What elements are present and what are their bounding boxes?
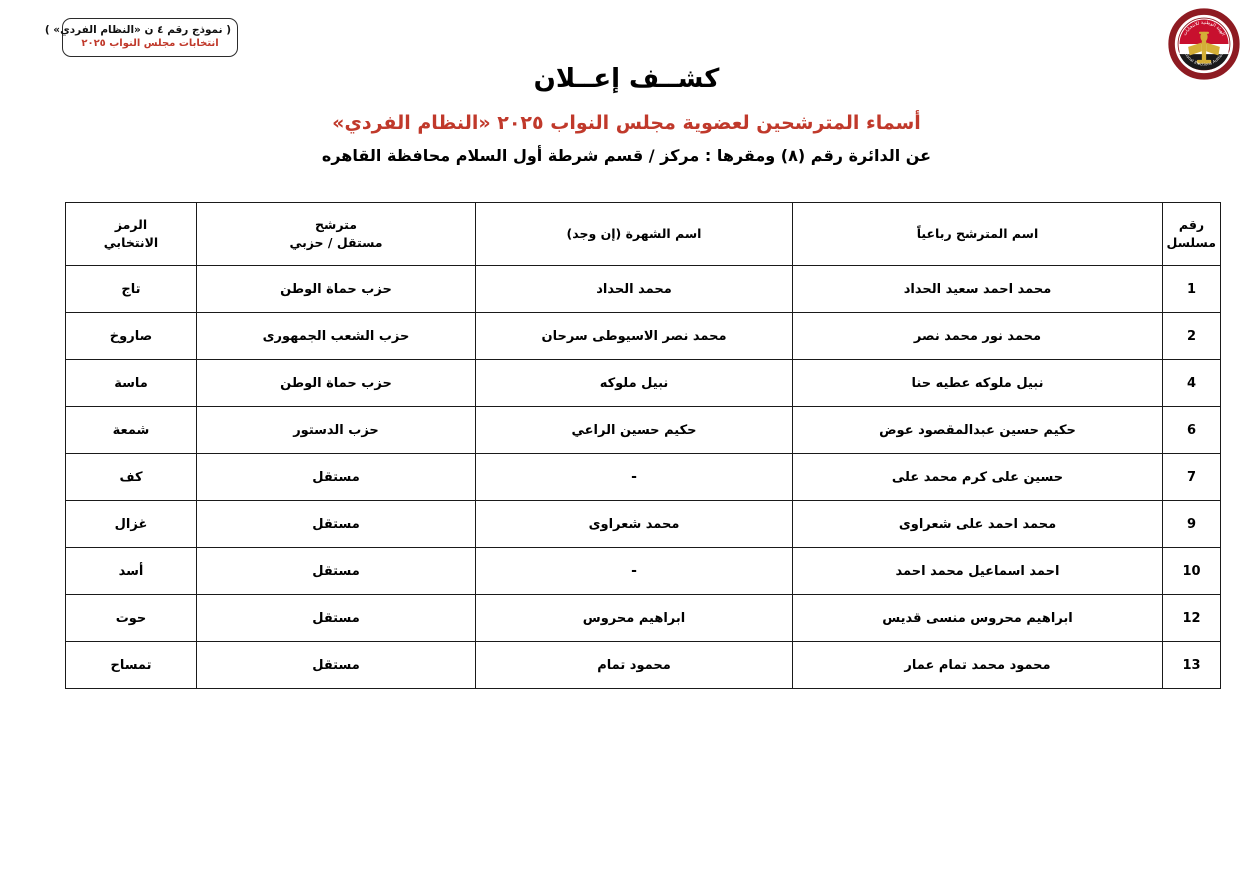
cell-party: مستقل xyxy=(197,595,476,642)
cell-serial: 2 xyxy=(1163,313,1221,360)
table-row xyxy=(66,454,1221,501)
column-header-serial-line2: مسلسل xyxy=(1166,235,1216,250)
form-type-line1: ( نموذج رقم ٤ ن «النظام الفردي» ) xyxy=(44,24,231,36)
column-header-symbol-line2: الانتخابي xyxy=(103,235,159,250)
cell-alias: - xyxy=(476,548,793,595)
candidates-table-container xyxy=(66,202,1221,689)
cell-alias: محمد نصر الاسيوطى سرحان xyxy=(476,313,793,360)
cell-candidate-name: احمد اسماعيل محمد احمد xyxy=(793,548,1163,595)
cell-serial: 6 xyxy=(1163,407,1221,454)
cell-symbol: كف xyxy=(66,454,197,501)
form-type-line2: انتخابات مجلس النواب ٢٠٢٥ xyxy=(81,38,219,50)
cell-party: مستقل xyxy=(197,548,476,595)
cell-party: مستقل xyxy=(197,642,476,689)
cell-serial: 7 xyxy=(1163,454,1221,501)
svg-text:الهيئة الوطنية للانتخابات: الهيئة الوطنية للانتخابات xyxy=(1182,20,1226,37)
candidates-table xyxy=(65,202,1221,689)
cell-candidate-name: محمود محمد تمام عمار xyxy=(793,642,1163,689)
cell-party: مستقل xyxy=(197,454,476,501)
column-header-party xyxy=(197,203,476,266)
table-header-row xyxy=(66,203,1221,266)
page-title: كشــف إعــلان xyxy=(533,64,720,94)
cell-alias: حكيم حسين الراعي xyxy=(476,407,793,454)
cell-candidate-name: محمد احمد سعيد الحداد xyxy=(793,266,1163,313)
cell-alias: محمد شعراوى xyxy=(476,501,793,548)
table-row xyxy=(66,548,1221,595)
svg-text:National Elections Authority: National Elections Authority xyxy=(1181,47,1227,67)
column-header-party-line1: مترشح xyxy=(315,216,357,232)
column-header-symbol xyxy=(66,203,197,266)
column-header-symbol-line1: الرمز xyxy=(114,216,148,232)
table-row xyxy=(66,407,1221,454)
document-heading-block xyxy=(0,64,1253,165)
cell-symbol: غزال xyxy=(66,501,197,548)
cell-candidate-name: حسين على كرم محمد على xyxy=(793,454,1163,501)
column-header-serial-line1: رقم xyxy=(1178,216,1205,232)
cell-candidate-name: ابراهيم محروس منسى قديس xyxy=(793,595,1163,642)
cell-serial: 4 xyxy=(1163,360,1221,407)
table-row xyxy=(66,266,1221,313)
cell-serial: 13 xyxy=(1163,642,1221,689)
cell-party: حزب الدستور xyxy=(197,407,476,454)
page-subtitle: أسماء المترشحين لعضوية مجلس النواب ٢٠٢٥ «النظام الفردي» xyxy=(332,112,921,134)
cell-serial: 10 xyxy=(1163,548,1221,595)
cell-symbol: تمساح xyxy=(66,642,197,689)
table-row xyxy=(66,642,1221,689)
cell-symbol: أسد xyxy=(66,548,197,595)
cell-candidate-name: محمد احمد على شعراوى xyxy=(793,501,1163,548)
table-row xyxy=(66,313,1221,360)
table-row xyxy=(66,595,1221,642)
cell-alias: نبيل ملوكه xyxy=(476,360,793,407)
cell-alias: محمود تمام xyxy=(476,642,793,689)
column-header-party-line2: مستقل / حزبي xyxy=(289,235,383,250)
cell-symbol: ماسة xyxy=(66,360,197,407)
cell-symbol: شمعة xyxy=(66,407,197,454)
column-header-alias: اسم الشهرة (إن وجد) xyxy=(476,203,793,266)
cell-party: حزب حماة الوطن xyxy=(197,360,476,407)
cell-alias: - xyxy=(476,454,793,501)
cell-symbol: تاج xyxy=(66,266,197,313)
district-line: عن الدائرة رقم (٨) ومقرها : مركز / قسم شرطة أول السلام محافظة القاهره xyxy=(321,146,932,165)
cell-party: حزب الشعب الجمهورى xyxy=(197,313,476,360)
cell-candidate-name: محمد نور محمد نصر xyxy=(793,313,1163,360)
column-header-serial xyxy=(1163,203,1221,266)
table-row xyxy=(66,360,1221,407)
table-header xyxy=(66,203,1221,266)
cell-serial: 12 xyxy=(1163,595,1221,642)
cell-serial: 1 xyxy=(1163,266,1221,313)
form-type-box xyxy=(44,18,238,57)
table-row xyxy=(66,501,1221,548)
cell-alias: ابراهيم محروس xyxy=(476,595,793,642)
cell-symbol: حوت xyxy=(66,595,197,642)
column-header-name: اسم المترشح رباعياً xyxy=(793,203,1163,266)
cell-symbol: صاروخ xyxy=(66,313,197,360)
cell-serial: 9 xyxy=(1163,501,1221,548)
cell-candidate-name: نبيل ملوكه عطيه حنا xyxy=(793,360,1163,407)
cell-party: مستقل xyxy=(197,501,476,548)
cell-candidate-name: حكيم حسين عبدالمقصود عوض xyxy=(793,407,1163,454)
cell-alias: محمد الحداد xyxy=(476,266,793,313)
table-body xyxy=(66,266,1221,689)
cell-party: حزب حماة الوطن xyxy=(197,266,476,313)
